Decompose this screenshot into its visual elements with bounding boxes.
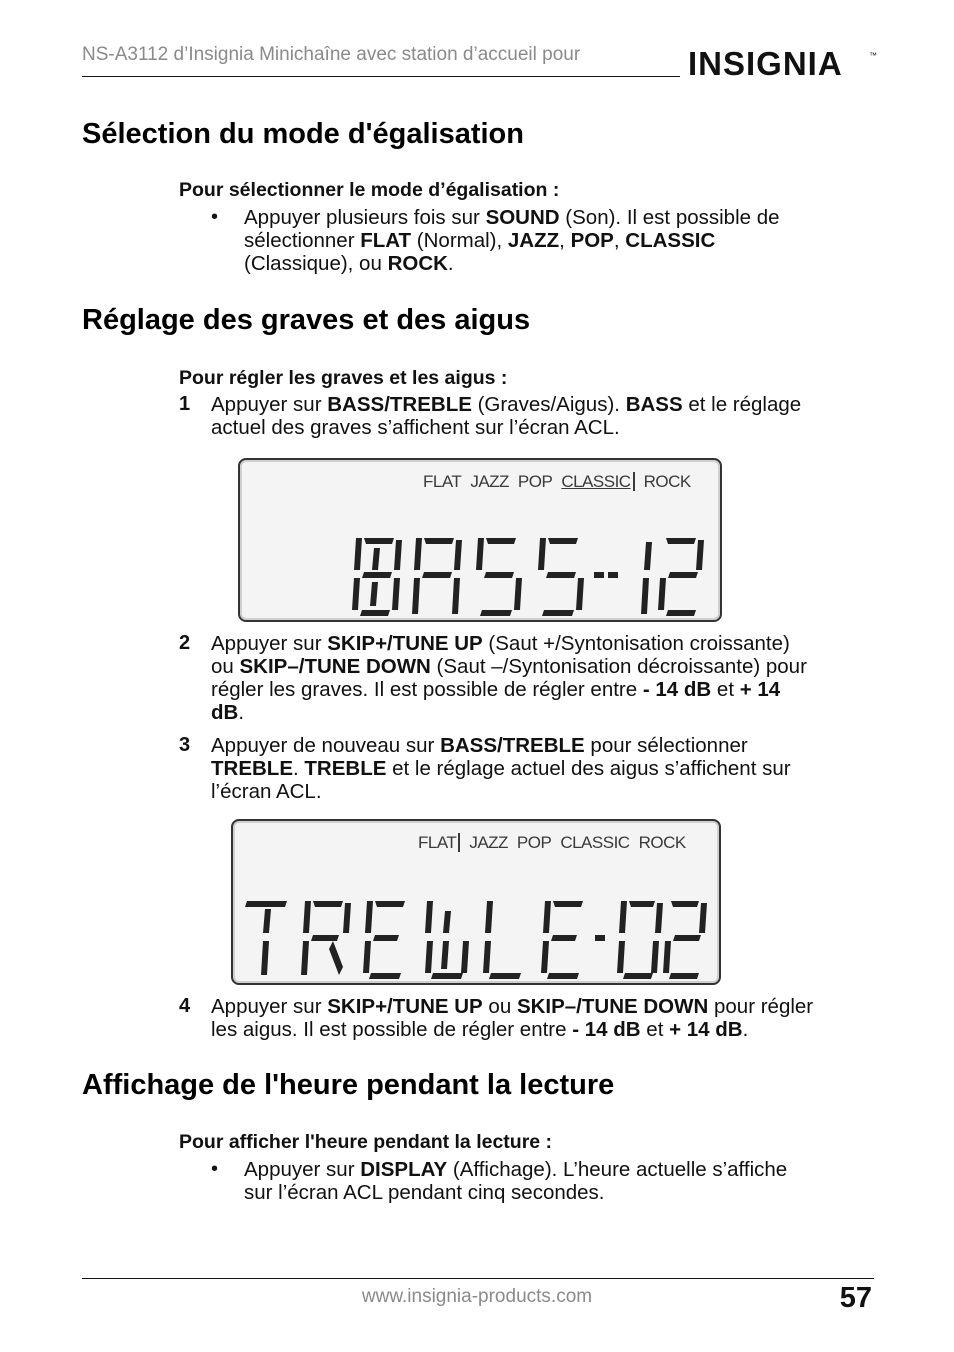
lcd-segment-text-bass bbox=[350, 534, 710, 618]
section-heading-display: Affichage de l'heure pendant la lecture bbox=[82, 1069, 615, 1101]
step-1-text: Appuyer sur BASS/TREBLE (Graves/Aigus). BASS et le réglage actuel des graves s’affichent sur l’écran ACL. bbox=[211, 393, 802, 439]
eq-mode-classic-selected: CLASSIC bbox=[561, 472, 634, 491]
step-3-text: Appuyer de nouveau sur BASS/TREBLE pour sélectionner TREBLE. TREBLE et le réglage actuel des aigus s’affichent sur l’écran ACL. bbox=[211, 734, 791, 803]
step-number: 3 bbox=[179, 734, 191, 756]
logo-wordmark: INSIGNIA bbox=[688, 45, 843, 82]
footer-url: www.insignia-products.com bbox=[361, 1286, 593, 1307]
eq-mode-indicators bbox=[418, 833, 695, 853]
bullet-symbol: • bbox=[211, 1158, 219, 1180]
subheading-bass-treble: Pour régler les graves et les aigus : bbox=[179, 367, 508, 389]
page-number: 57 bbox=[839, 1282, 872, 1314]
step-number: 4 bbox=[179, 995, 191, 1017]
footer-rule bbox=[82, 1278, 874, 1279]
section-heading-eq: Sélection du mode d'égalisation bbox=[82, 118, 524, 150]
eq-mode-jazz: JAZZ bbox=[469, 833, 508, 852]
eq-mode-pop: POP bbox=[517, 472, 553, 491]
step-2-text: Appuyer sur SKIP+/TUNE UP (Saut +/Syntonisation croissante) ou SKIP–/TUNE DOWN (Saut –/Syntonisation décroissante) pour régler les graves. Il est possible de régler entre - 14 dB et + 14 dB. bbox=[211, 632, 807, 724]
running-header: NS-A3112 d’Insignia Minichaîne avec station d’accueil pour bbox=[82, 44, 581, 65]
eq-mode-jazz: JAZZ bbox=[470, 472, 509, 491]
step-4-text: Appuyer sur SKIP+/TUNE UP ou SKIP–/TUNE DOWN pour régler les aigus. Il est possible de régler entre - 14 dB et + 14 dB. bbox=[211, 995, 814, 1041]
eq-mode-flat-selected: FLAT bbox=[418, 833, 460, 852]
step-number: 1 bbox=[179, 393, 191, 415]
eq-mode-classic: CLASSIC bbox=[560, 833, 630, 852]
eq-mode-pop: POP bbox=[516, 833, 552, 852]
insignia-logo bbox=[686, 40, 881, 90]
eq-mode-flat: FLAT bbox=[423, 472, 462, 491]
subheading-eq: Pour sélectionner le mode d’égalisation : bbox=[179, 179, 560, 201]
eq-instruction: Appuyer plusieurs fois sur SOUND (Son). Il est possible de sélectionner FLAT (Normal), JAZZ, POP, CLASSIC (Classique), ou ROCK. bbox=[244, 206, 780, 275]
step-number: 2 bbox=[179, 632, 191, 654]
eq-mode-rock: ROCK bbox=[643, 472, 691, 491]
subheading-display: Pour afficher l'heure pendant la lecture : bbox=[179, 1131, 553, 1153]
lcd-display-bass bbox=[238, 458, 722, 622]
section-heading-bass-treble: Réglage des graves et des aigus bbox=[82, 304, 531, 336]
lcd-display-treble bbox=[231, 819, 721, 985]
eq-mode-indicators bbox=[423, 472, 700, 492]
display-instruction: Appuyer sur DISPLAY (Affichage). L’heure actuelle s’affiche sur l’écran ACL pendant cinq secondes. bbox=[244, 1158, 788, 1204]
trademark-symbol: ™ bbox=[869, 51, 877, 60]
header-rule bbox=[82, 76, 680, 77]
bullet-symbol: • bbox=[211, 206, 219, 228]
lcd-segment-text-treble bbox=[243, 897, 709, 979]
eq-mode-rock: ROCK bbox=[638, 833, 686, 852]
